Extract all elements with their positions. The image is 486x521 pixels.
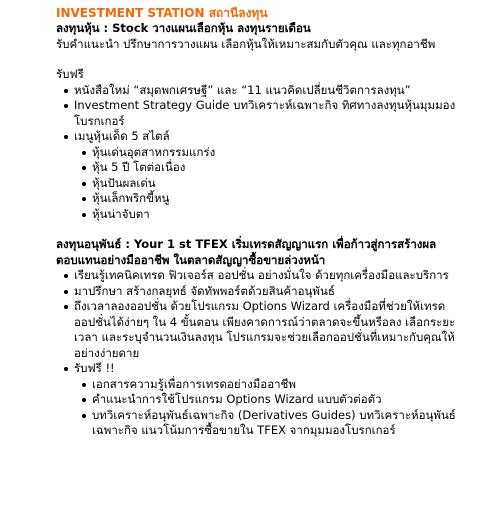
stock-style-item: หุ้นน่าจับตา: [92, 207, 476, 223]
tfex-free-item: เอกสารความรู้เพื่อการเทรดอย่างมืออาชีพ: [92, 377, 476, 393]
stock-style-item: หุ้นเด่นอุตสาหกรรมแกร่ง: [92, 145, 476, 161]
tfex-free-label: รับฟรี !!: [74, 361, 115, 375]
stock-style-item: หุ้น 5 ปี โตต่อเนื่อง: [92, 160, 476, 176]
tfex-free-item: บทวิเคราะห์อนุพันธ์เฉพาะกิจ (Derivatives Guides) บทวิเคราะห์อนุพันธ์เฉพาะกิจ แนวโน้มการซื้อขายใน TFEX จากมุมมองโบรกเกอร์: [92, 408, 476, 439]
stock-style-item: หุ้นเล็กพริกขี้หนู: [92, 191, 476, 207]
stock-heading: ลงทุนหุ้น : Stock วางแผนเลือกหุ้น ลงทุนรายเดือน: [56, 21, 311, 35]
page-title: INVESTMENT STATION สถานีลงทุน: [56, 6, 268, 20]
tfex-heading: ลงทุนอนุพันธ์ : Your 1 st TFEX เริ่มเทรดสัญญาแรก เพื่อก้าวสู่การสร้างผลตอบแทนอย่างมืออาชีพ ในตลาดสัญญาซื้อขายล่วงหน้า: [56, 237, 437, 267]
list-item: เรียนรู้เทคนิคเทรด ฟิวเจอร์ส ออปชั่น อย่างมั่นใจ ด้วยทุกเครื่องมือและบริการ: [74, 268, 476, 284]
list-item: Investment Strategy Guide บทวิเคราะห์เฉพาะกิจ ทิศทางลงทุนหุ้นมุมมองโบรกเกอร์: [74, 98, 476, 129]
stock-style-list: [74, 145, 476, 223]
list-item: ถึงเวลาลองออปชั่น ด้วยโปรแกรม Options Wizard เครื่องมือที่ช่วยให้เทรดออปชั่นได้ง่ายๆ ใน 4 ขั้นตอน เพียงคาดการณ์ว่าตลาดจะขึ้นหรือลง เลือกระยะเวลา และระบุจำนวนเงินลงทุน โปรแกรมจะช่วยเลือกออปชั่นที่เหมาะกับคุณให้อย่างง่ายดาย: [74, 299, 476, 361]
list-item: มาปรึกษา สร้างกลยุทธ์ จัดทัพพอร์ตด้วยสินค้าอนุพันธ์: [74, 284, 476, 300]
list-item: หนังสือใหม่ “สมุดพกเศรษฐี” และ “11 แนวคิดเปลี่ยนชีวิตการลงทุน”: [74, 83, 476, 99]
tfex-list: [56, 268, 476, 439]
stock-description: รับคำแนะนำ ปรึกษาการวางแผน เลือกหุ้นให้เหมาะสมกับตัวคุณ และทุกอาชีพ: [56, 36, 436, 51]
stock-free-label: รับฟรี: [56, 67, 84, 81]
tfex-free-list: [74, 377, 476, 439]
list-item: [74, 361, 476, 439]
list-item: [74, 129, 476, 222]
stock-free-list: [56, 83, 476, 223]
list-item: [74, 361, 476, 439]
tfex-free-wrapper: [74, 361, 476, 439]
stock-style-item: หุ้นปันผลเด่น: [92, 176, 476, 192]
spacer: [56, 52, 476, 67]
list-item-label: เมนูหุ้นเด็ด 5 สไตล์: [74, 129, 170, 143]
tfex-free-item: คำแนะนำการใช้โปรแกรม Options Wizard แบบตัวต่อตัว: [92, 392, 476, 408]
spacer: [56, 222, 476, 237]
